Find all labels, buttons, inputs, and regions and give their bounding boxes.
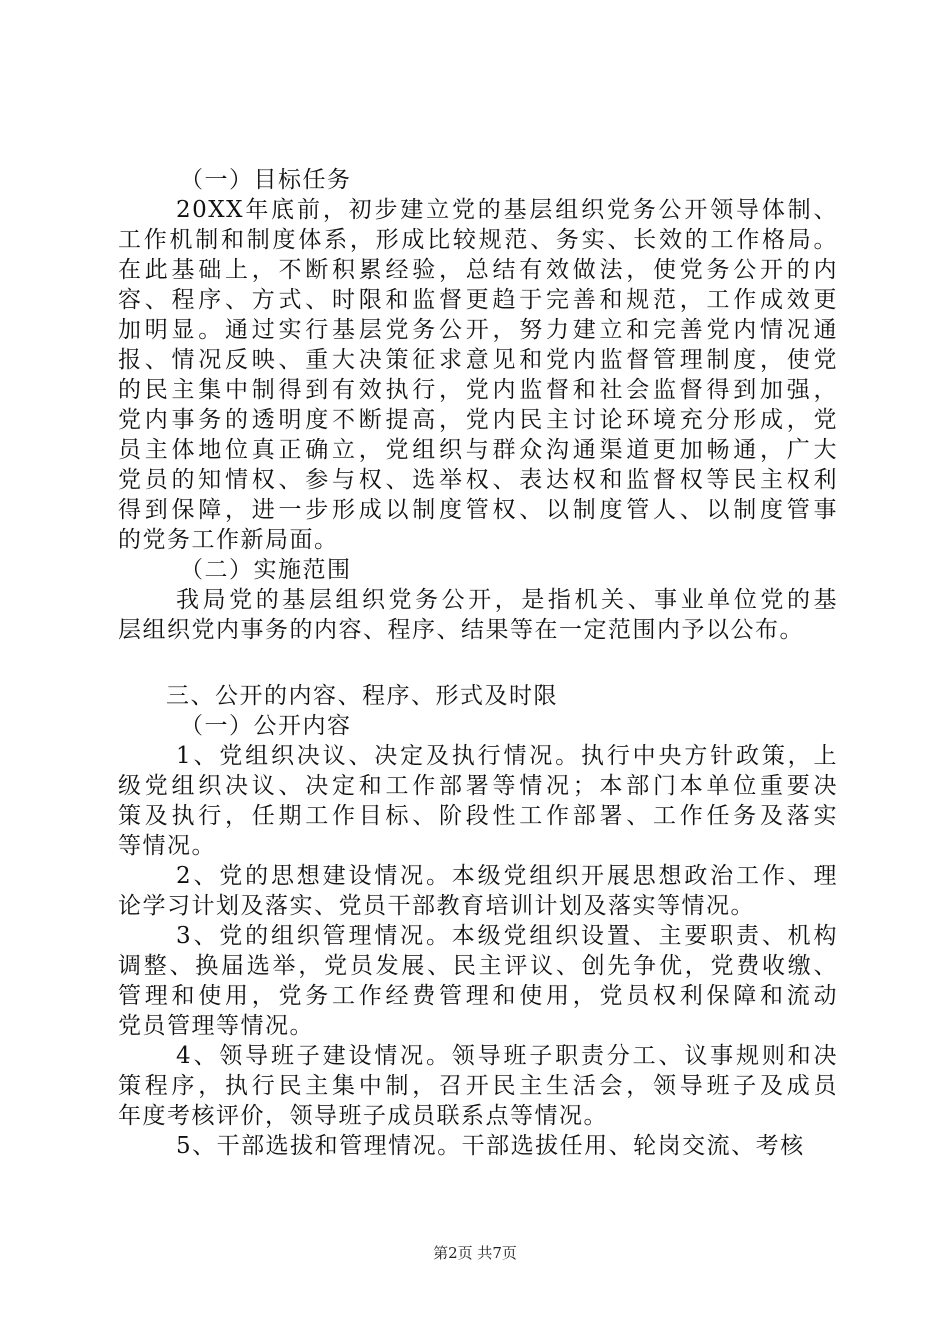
paragraph	[118, 921, 838, 1041]
paragraph	[118, 1041, 838, 1131]
section-spacer	[118, 645, 838, 681]
paragraph	[118, 585, 838, 645]
text-line: 等情况。	[118, 833, 216, 859]
text-line: 得到保障，进一步形成以制度管权、以制度管人、以制度管事	[118, 497, 838, 523]
text-line: 管理和使用，党务工作经费管理和使用，党员权利保障和流动	[118, 983, 838, 1009]
text-line: （一）公开内容	[180, 713, 352, 739]
text-line: 党员管理等情况。	[118, 1013, 314, 1039]
text-line: 1、党组织决议、决定及执行情况。执行中央方针政策，上	[176, 743, 838, 769]
subheading	[118, 165, 838, 195]
text-line: 策及执行，任期工作目标、阶段性工作部署、工作任务及落实	[118, 803, 838, 829]
text-line: （一）目标任务	[180, 167, 352, 193]
text-line: 年度考核评价，领导班子成员联系点等情况。	[118, 1103, 608, 1129]
text-line: 工作机制和制度体系，形成比较规范、务实、长效的工作格局。	[118, 227, 838, 253]
text-line: 容、程序、方式、时限和监督更趋于完善和规范，工作成效更	[118, 287, 838, 313]
text-line: 在此基础上，不断积累经验，总结有效做法，使党务公开的内	[118, 257, 838, 283]
text-line: 层组织党内事务的内容、程序、结果等在一定范围内予以公布。	[118, 617, 804, 643]
text-line: 加明显。通过实行基层党务公开，努力建立和完善党内情况通	[118, 317, 838, 343]
text-line: 5、干部选拔和管理情况。干部选拔任用、轮岗交流、考核	[176, 1133, 805, 1159]
text-line: 党员的知情权、参与权、选举权、表达权和监督权等民主权利	[118, 467, 838, 493]
text-line: 20XX年底前，初步建立党的基层组织党务公开领导体制、	[176, 197, 838, 223]
text-line: 员主体地位真正确立，党组织与群众沟通渠道更加畅通，广大	[118, 437, 838, 463]
text-line: 我局党的基层组织党务公开，是指机关、事业单位党的基	[176, 587, 838, 613]
subheading	[118, 711, 838, 741]
text-line: 的党务工作新局面。	[118, 527, 339, 553]
text-line: 三、公开的内容、程序、形式及时限	[166, 683, 558, 709]
document-body	[118, 165, 838, 1161]
text-line: 4、领导班子建设情况。领导班子职责分工、议事规则和决	[176, 1043, 838, 1069]
paragraph	[118, 195, 838, 555]
paragraph	[118, 1131, 838, 1161]
text-line: （二）实施范围	[180, 557, 352, 583]
text-line: 级党组织决议、决定和工作部署等情况；本部门本单位重要决	[118, 773, 838, 799]
text-line: 论学习计划及落实、党员干部教育培训计划及落实等情况。	[118, 893, 755, 919]
page-footer: 第2页 共7页	[433, 1244, 517, 1262]
paragraph	[118, 861, 838, 921]
section-heading	[118, 681, 838, 711]
text-line: 3、党的组织管理情况。本级党组织设置、主要职责、机构	[176, 923, 838, 949]
text-line: 报、情况反映、重大决策征求意见和党内监督管理制度，使党	[118, 347, 838, 373]
text-line: 调整、换届选举，党员发展、民主评议、创先争优，党费收缴、	[118, 953, 838, 979]
paragraph	[118, 741, 838, 861]
text-line: 2、党的思想建设情况。本级党组织开展思想政治工作、理	[176, 863, 838, 889]
text-line: 党内事务的透明度不断提高，党内民主讨论环境充分形成，党	[118, 407, 838, 433]
text-line: 策程序，执行民主集中制，召开民主生活会，领导班子及成员	[118, 1073, 838, 1099]
subheading	[118, 555, 838, 585]
text-line: 的民主集中制得到有效执行，党内监督和社会监督得到加强，	[118, 377, 838, 403]
